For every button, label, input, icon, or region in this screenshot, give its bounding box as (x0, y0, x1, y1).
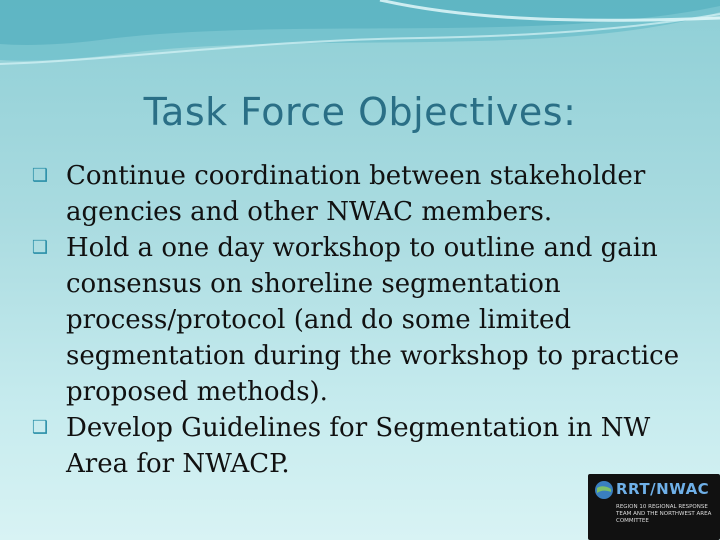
rrt-nwac-logo (588, 474, 720, 540)
hollow-square-bullet-icon: ❑ (31, 237, 49, 258)
bullet-list (14, 158, 694, 482)
globe-icon (594, 480, 614, 500)
wave-decoration (0, 0, 720, 80)
slide-title: Task Force Objectives: (143, 90, 577, 134)
logo-title: RRT/NWAC (616, 480, 710, 498)
hollow-square-bullet-icon: ❑ (31, 165, 49, 186)
bullet-text: Hold a one day workshop to outline and gain consensus on shoreline segmentation process/protocol (and do some limited segmentation during the workshop to practice proposed methods). (66, 233, 680, 407)
bullet-text: Develop Guidelines for Segmentation in NW Area for NWACP. (66, 413, 651, 479)
hollow-square-bullet-icon: ❑ (31, 417, 49, 438)
bullet-item (14, 158, 694, 230)
bullet-text: Continue coordination between stakeholder agencies and other NWAC members. (66, 161, 646, 227)
bullet-item (14, 230, 694, 410)
bullet-item (14, 410, 694, 482)
logo-subtitle: REGION 10 REGIONAL RESPONSE TEAM AND THE NORTHWEST AREA COMMITTEE (616, 504, 712, 524)
